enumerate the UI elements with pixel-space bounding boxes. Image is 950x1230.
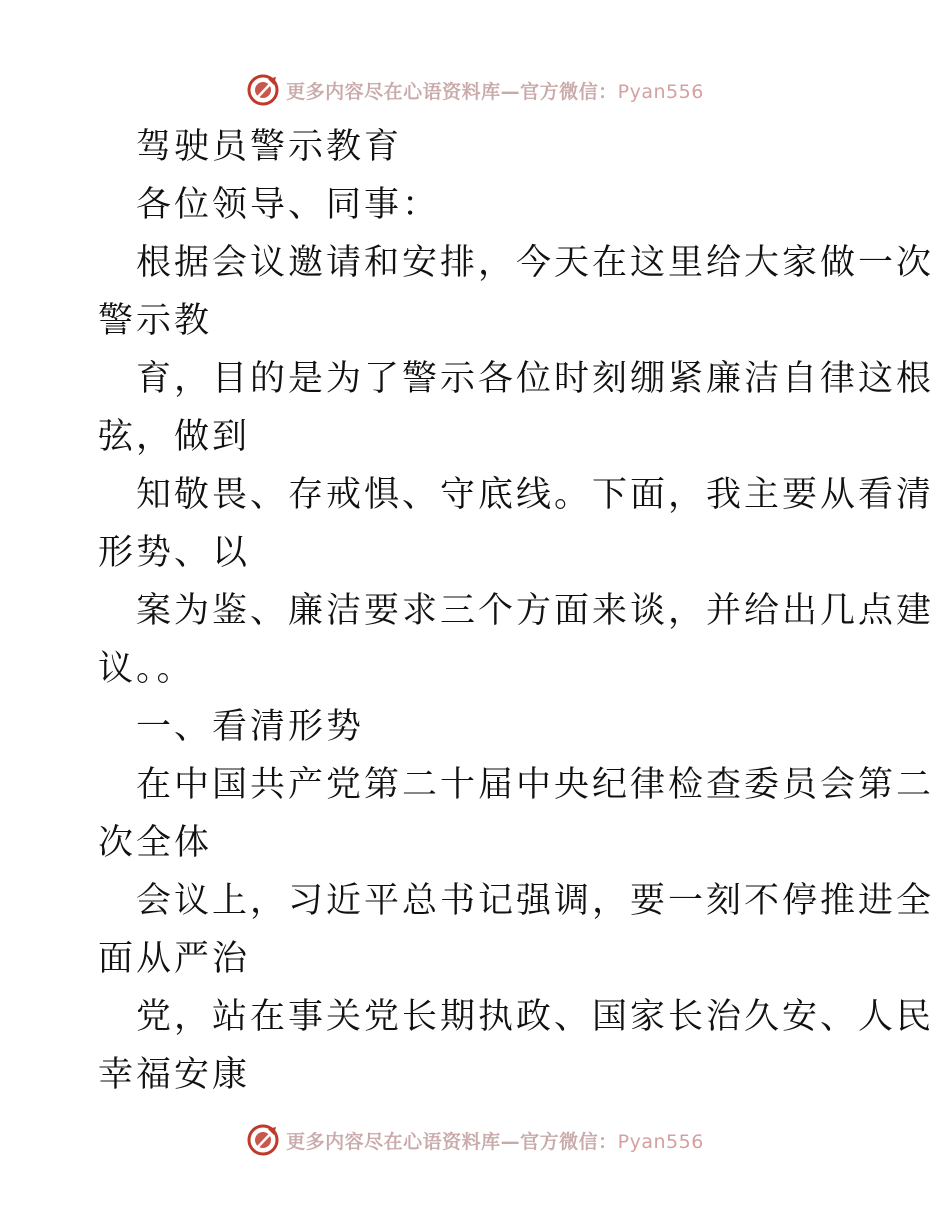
text-line: 一、看清形势 — [136, 707, 365, 747]
header-watermark — [0, 70, 950, 110]
text-line: 次全体 — [98, 823, 213, 863]
text-line: 面从严治 — [98, 939, 251, 979]
text-line: 会议上，习近平总书记强调，要一刻不停推进全 — [136, 881, 935, 921]
text-line: 弦，做到 — [98, 417, 251, 457]
watermark-label: 更多内容尽在心语资料库—官方微信： — [286, 1130, 618, 1153]
document-body — [98, 118, 935, 1104]
text-line: 形势、以 — [98, 533, 251, 573]
text-line: 驾驶员警示教育 — [136, 127, 403, 167]
watermark-logo-icon — [246, 73, 280, 107]
text-line: 案为鉴、廉洁要求三个方面来谈，并给出几点建 — [136, 591, 935, 631]
watermark-id: Pyan556 — [617, 80, 704, 103]
text-line: 党，站在事关党长期执政、国家长治久安、人民 — [136, 997, 935, 1037]
text-line: 在中国共产党第二十届中央纪律检查委员会第二 — [136, 765, 935, 805]
footer-watermark — [0, 1120, 950, 1160]
watermark-logo-icon — [246, 1123, 280, 1157]
text-line: 警示教 — [98, 301, 213, 341]
text-line: 根据会议邀请和安排，今天在这里给大家做一次 — [136, 243, 935, 283]
text-line: 议。。 — [98, 649, 195, 689]
watermark-text — [286, 77, 704, 104]
text-line: 知敬畏、存戒惧、守底线。下面，我主要从看清 — [136, 475, 935, 515]
text-line: 幸福安康 — [98, 1055, 251, 1095]
watermark-text — [286, 1127, 704, 1154]
text-line: 各位领导、同事： — [136, 185, 441, 225]
watermark-id: Pyan556 — [617, 1130, 704, 1153]
watermark-label: 更多内容尽在心语资料库—官方微信： — [286, 80, 618, 103]
text-line: 育，目的是为了警示各位时刻绷紧廉洁自律这根 — [136, 359, 935, 399]
